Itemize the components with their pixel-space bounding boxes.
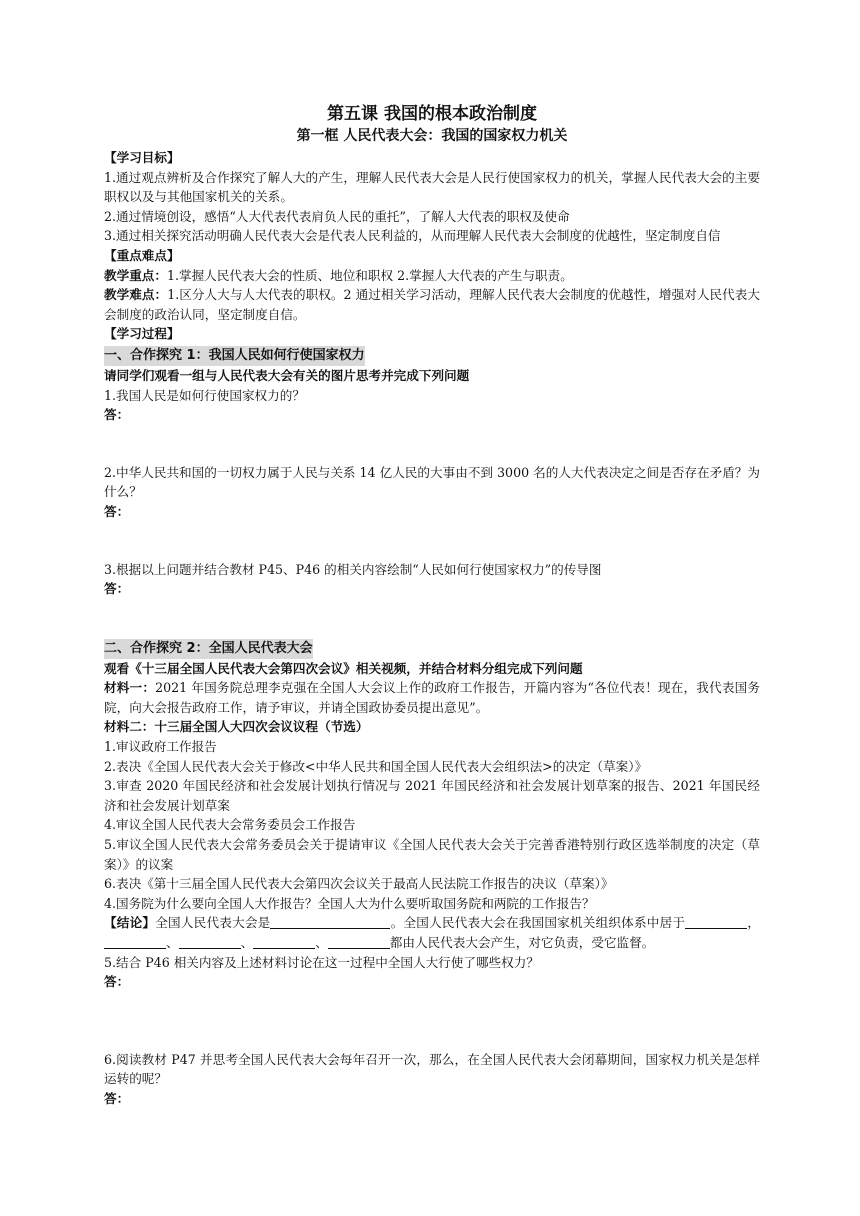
- separator: 、: [315, 935, 328, 950]
- lesson-subtitle: 第一框 人民代表大会：我国的国家权力机关: [296, 128, 568, 144]
- fill-blank[interactable]: [328, 934, 390, 949]
- fill-blank[interactable]: [104, 934, 166, 949]
- material-1-text: 2021 年国务院总理李克强在全国人大会议上作的政府工作报告，开篇内容为“各位代表！现在，我代表国务院，向大会报告政府工作，请予审议，并请全国政协委员提出意见”。: [104, 680, 761, 715]
- conclusion-text-c: 都由人民代表大会产生，对它负责，受它监督。: [389, 935, 655, 950]
- lesson-title: 第五课 我国的根本政治制度: [327, 104, 537, 124]
- material-1: [104, 678, 760, 717]
- question-2: 2.中华人民共和国的一切权力属于人民与关系 14 亿人民的大事由不到 3000 名的人大代表决定之间是否存在矛盾？为什么？: [104, 464, 760, 500]
- answer-label: 答：: [104, 974, 130, 990]
- agenda-item: 6.表决《第十三届全国人民代表大会第四次会议关于最高人民法院工作报告的决议（草案）》: [104, 876, 614, 892]
- question-5: 5.结合 P46 相关内容及上述材料讨论在这一过程中全国人大行使了哪些权力？: [104, 954, 539, 970]
- fill-blank[interactable]: [685, 914, 747, 929]
- conclusion: [104, 913, 760, 952]
- agenda-item: 5.审议全国人民代表大会常务委员会关于提请审议《全国人民代表大会关于完善香港特别行政区选举制度的决定（草案）》的议案: [104, 837, 760, 872]
- separator: 、: [240, 935, 254, 950]
- answer-label: 答：: [104, 503, 130, 519]
- answer-space[interactable]: [104, 599, 760, 637]
- difficult-text: 1.区分人大与人大代表的职权。2 通过相关学习活动，理解人民代表大会制度的优越性，增强对人民代表大会制度的政治认同，坚定制度自信。: [104, 287, 760, 322]
- agenda-item: 1.审议政府工作报告: [104, 739, 217, 755]
- question-3: 3.根据以上问题并结合教材 P45、P46 的相关内容绘制“人民如何行使国家权力”的传导图: [104, 561, 602, 577]
- agenda-item: 3.审查 2020 年国民经济和社会发展计划执行情况与 2021 年国民经济和社会发展计划草案的报告、2021 年国民经济和社会发展计划草案: [104, 778, 760, 813]
- answer-space[interactable]: [104, 425, 760, 463]
- answer-space[interactable]: [104, 522, 760, 560]
- process-heading: 【学习过程】: [104, 326, 180, 342]
- fill-blank[interactable]: [253, 934, 315, 949]
- objectives-heading: 【学习目标】: [104, 150, 180, 165]
- keypoints-heading: 【重点难点】: [104, 247, 180, 263]
- conclusion-label: 【结论】: [104, 915, 156, 931]
- worksheet: [104, 100, 760, 1109]
- answer-space[interactable]: [104, 992, 760, 1050]
- fill-blank[interactable]: [179, 934, 241, 949]
- key-text: 1.掌握人民代表大会的性质、地位和职权 2.掌握人大代表的产生与职责。: [166, 267, 573, 283]
- section1-instruction: 请同学们观看一组与人民代表大会有关的图片思考并完成下列问题: [104, 367, 470, 383]
- agenda-item: 4.审议全国人民代表大会常务委员会工作报告: [104, 817, 356, 833]
- agenda-item: 2.表决《全国人民代表大会关于修改<中华人民共和国全国人民代表大会组织法>的决定（草案）》: [104, 758, 648, 774]
- conclusion-text-b: 。全国人民代表大会在我国国家机关组织体系中居于: [390, 915, 686, 931]
- question-6: 6.阅读教材 P47 并思考全国人民代表大会每年召开一次，那么，在全国人民代表大会闭幕期间，国家权力机关是怎样运转的呢？: [104, 1051, 760, 1087]
- material-1-label: 材料一：: [104, 680, 156, 696]
- separator: ，: [747, 915, 761, 931]
- question-4: 4.国务院为什么要向全国人大作报告？全国人大为什么要听取国务院和两院的工作报告？: [104, 895, 595, 911]
- conclusion-text-a: 全国人民代表大会是: [155, 915, 271, 931]
- answer-label: 答：: [104, 1090, 130, 1106]
- objective-item: 1.通过观点辨析及合作探究了解人大的产生，理解人民代表大会是人民行使国家权力的机关，掌握人民代表大会的主要职权以及与其他国家机关的关系。: [104, 169, 760, 205]
- objective-item: 2.通过情境创设，感悟“人大代表代表肩负人民的重托”，了解人大代表的职权及使命: [104, 208, 570, 224]
- answer-label: 答：: [104, 407, 130, 423]
- section1-title: 一、合作探究 1：我国人民如何行使国家权力: [104, 346, 365, 366]
- section2-title: 二、合作探究 2：全国人民代表大会: [104, 639, 313, 659]
- answer-label: 答：: [104, 581, 130, 597]
- separator: 、: [166, 935, 179, 950]
- objective-item: 3.通过相关探究活动明确人民代表大会是代表人民利益的，从而理解人民代表大会制度的优越性，坚定制度自信: [104, 228, 721, 244]
- fill-blank[interactable]: [270, 914, 390, 929]
- difficult-point: [104, 285, 760, 324]
- question-1: 1.我国人民是如何行使国家权力的？: [104, 387, 305, 403]
- key-point: [104, 266, 760, 286]
- section2-instruction: 观看《十三届全国人民代表大会第四次会议》相关视频，并结合材料分组完成下列问题: [104, 660, 583, 676]
- key-label: 教学重点：: [104, 267, 167, 283]
- difficult-label: 教学难点：: [104, 287, 168, 303]
- material-2-label: 材料二：十三届全国人大四次会议议程（节选）: [104, 719, 369, 735]
